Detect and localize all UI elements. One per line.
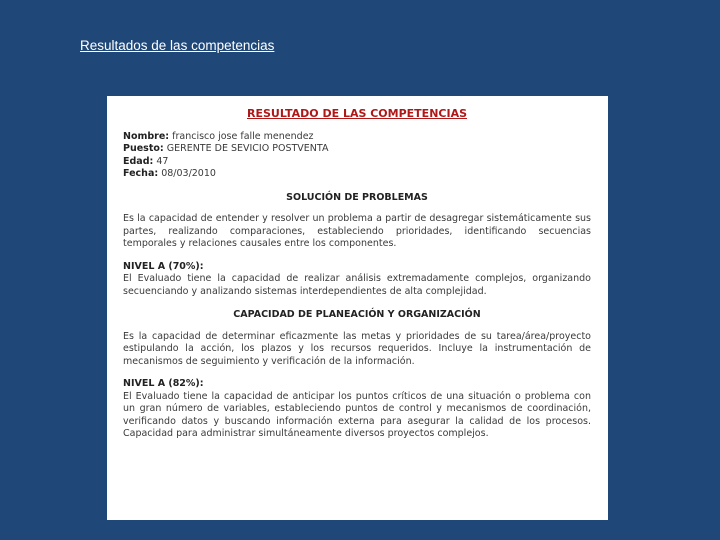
- field-age: [123, 156, 591, 169]
- document-title: RESULTADO DE LAS COMPETENCIAS: [246, 107, 468, 120]
- field-position-label: Puesto:: [123, 143, 164, 154]
- section-title-planning: CAPACIDAD DE PLANEACIÓN Y ORGANIZACIÓN: [233, 309, 481, 320]
- field-name-value: francisco jose falle menendez: [172, 130, 314, 142]
- section-description-problem-solving: Es la capacidad de entender y resolver un problema a partir de desagregar sistemáticamente sus partes, realizando comparaciones, estableciendo prioridades, identificando secuencias temporales y relaciones causales entre los componentes.: [123, 213, 591, 249]
- section-title-problem-solving: SOLUCIÓN DE PROBLEMAS: [286, 191, 428, 203]
- field-age-value: 47: [156, 155, 169, 167]
- field-position: [123, 143, 591, 156]
- level-text-planning: El Evaluado tiene la capacidad de anticipar los puntos críticos de una situación o problema con un gran número de variables, estableciendo puntos de control y mecanismos de coordinación, verificando datos y buscando información externa para asegurar la calidad de los procesos. Capacidad para administrar simultáneamente diversos proyectos complejos.: [123, 390, 591, 439]
- competency-report-document: [107, 96, 608, 520]
- field-position-value: GERENTE DE SEVICIO POSTVENTA: [166, 143, 329, 154]
- section-description-planning: Es la capacidad de determinar eficazmente las metas y prioridades de su tarea/área/proyecto estipulando la acción, los plazos y los recursos requeridos. Incluye la instrumentación de mecanismos de seguimiento y verificación de la información.: [123, 330, 591, 367]
- field-name: [123, 131, 591, 144]
- level-label-planning: NIVEL A (82%):: [123, 378, 204, 389]
- field-date: [123, 168, 591, 181]
- field-name-label: Nombre:: [123, 130, 170, 142]
- level-label-problem-solving: NIVEL A (70%):: [123, 260, 204, 272]
- slide-title: Resultados de las competencias: [80, 38, 275, 53]
- field-age-label: Edad:: [123, 155, 154, 167]
- field-date-label: Fecha:: [123, 168, 159, 179]
- field-date-value: 08/03/2010: [161, 168, 216, 179]
- level-text-problem-solving: El Evaluado tiene la capacidad de realizar análisis extremadamente complejos, organizando secuenciando y analizando sistemas interdependientes de alta complejidad.: [123, 273, 591, 297]
